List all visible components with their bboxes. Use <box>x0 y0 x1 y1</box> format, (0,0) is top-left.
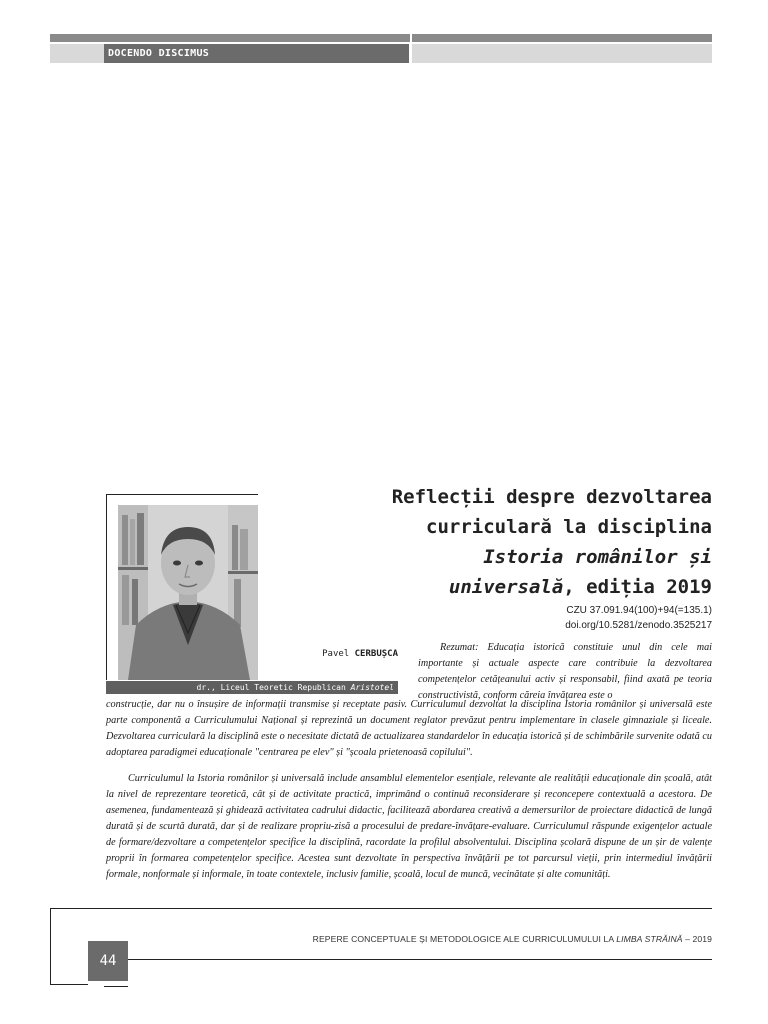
page-number: 44 <box>88 941 128 981</box>
header-bar-right <box>412 34 712 42</box>
footer-rule-top <box>50 908 712 909</box>
footer-rule-bottom <box>50 984 88 985</box>
section-label: DOCENDO DISCIMUS <box>104 44 409 63</box>
author-name: Pavel CERBUȘCA <box>322 649 398 659</box>
title-line-4: universală, ediția 2019 <box>448 576 712 598</box>
abstract-start: Rezumat: Educația istorică constituie unul din cele mai importante și actuale aspecte care contribuie la dezvoltarea competențelor cetățeanului activ și responsabil, fiind axată pe teoria constructivistă, conform căreia învățarea este o <box>418 642 712 701</box>
header-box-left <box>50 44 104 63</box>
author-affiliation-caption: dr., Liceul Teoretic Republican Aristotel <box>106 681 398 694</box>
article-title <box>300 482 712 602</box>
footer-rule-left <box>50 908 51 984</box>
article-identifiers <box>450 603 712 633</box>
doi-link[interactable]: doi.org/10.5281/zenodo.3525217 <box>565 620 712 631</box>
author-photo <box>118 505 258 680</box>
photo-frame-left <box>106 494 107 680</box>
title-line-3: Istoria românilor și <box>483 546 712 568</box>
header-box-right <box>412 44 712 63</box>
title-line-2: curriculară la disciplina <box>426 516 712 538</box>
header-bar-left <box>50 34 410 42</box>
footer-rule-middle <box>128 959 712 960</box>
footer-publication-title: REPERE CONCEPTUALE ȘI METODOLOGICE ALE CURRICULUMULUI LA LIMBA STRĂINĂ – 2019 <box>312 934 712 944</box>
czu-code: CZU 37.091.94(100)+94(=135.1) <box>566 605 712 616</box>
body-paragraph: Curriculumul la Istoria românilor și universală include ansamblul elementelor esențiale, relevante ale realității educaționale din școală, atât la nivel de reprezentare teoretică, cât și de activitate practică, imprimând o continuă reconsiderare și reconcepere contextuală a acestora. De asemenea, fundamentează și ghidează activitatea cadrului didactic, facilitează abordarea creativă a demersurilor de proiectare didactică de lungă durată și de scurtă durată, dar și de realizare propriu-zisă a procesului de predare-învățare-evaluare. Curriculumul răspunde exigențelor actuale de formare/dezvoltare a competențelor specifice la disciplină, racordate la profilul absolventului. Disciplina școlară dispune de un șir de valențe proprii în formarea competențelor specifice. Acestea sunt dezvoltate în perspectiva învățării pe tot parcursul vieții, prin intermediul învățării formale, nonformale și informale, în toate contextele, inclusiv familie, școală, locul de muncă, vecinătate și alte comunități. <box>106 773 712 880</box>
page-number-underline <box>104 986 128 987</box>
title-line-1: Reflecții despre dezvoltarea <box>391 486 712 508</box>
abstract-continuation: construcție, dar nu o însușire de informații transmise și receptate pasiv. Curriculumul dezvoltat la disciplina Istoria românilor și universală este parte componentă a Curriculumului Național și reprezintă un document reglator prevăzut pentru implementare în clasele gimnaziale și liceale. Dezvoltarea curriculară la disciplină este o necesitate dictată de actualizarea standardelor în educația istorică și de schimbările survenite odată cu adoptarea paradigmei educaționale "centrarea pe elev" și "școala prietenoasă copilului". <box>106 699 712 758</box>
photo-frame-top <box>106 494 258 495</box>
